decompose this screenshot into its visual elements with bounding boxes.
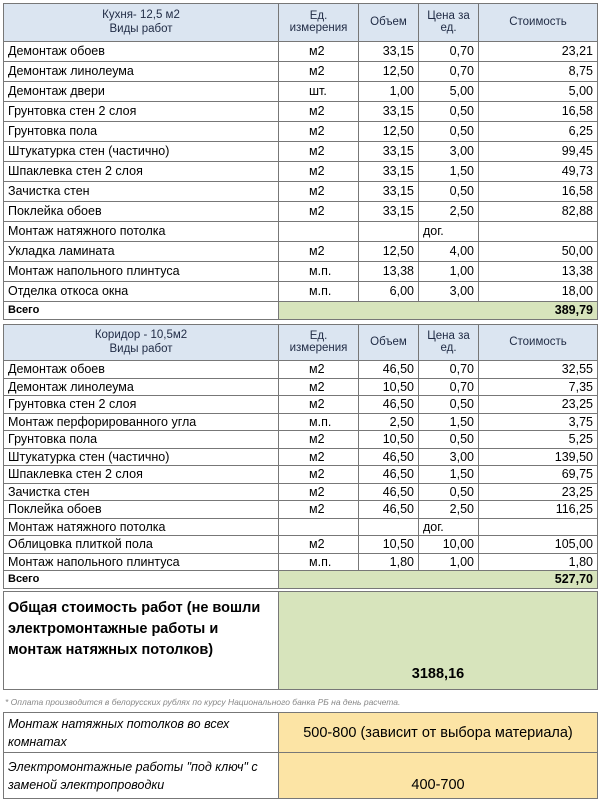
corridor-col-price: Цена за ед.: [419, 325, 479, 361]
price-cell: 3,00: [419, 142, 479, 162]
corridor-col-unit: Ед. измерения: [279, 325, 359, 361]
summary-table: [3, 591, 598, 690]
unit-cell: [279, 518, 359, 536]
unit-cell: м2: [279, 396, 359, 414]
volume-cell: [359, 222, 419, 242]
cost-cell: 139,50: [479, 448, 598, 466]
kitchen-header-row: [4, 4, 598, 42]
price-cell: 1,50: [419, 413, 479, 431]
unit-cell: м.п.: [279, 413, 359, 431]
volume-cell: [359, 518, 419, 536]
volume-cell: 46,50: [359, 483, 419, 501]
cost-cell: 49,73: [479, 162, 598, 182]
volume-cell: 33,15: [359, 162, 419, 182]
price-cell: дог.: [419, 518, 479, 536]
volume-cell: 6,00: [359, 282, 419, 302]
cost-cell: 23,21: [479, 42, 598, 62]
cost-cell: 5,25: [479, 431, 598, 449]
volume-cell: 13,38: [359, 262, 419, 282]
work-name-cell: Монтаж перфорированного угла: [4, 413, 279, 431]
kitchen-col-volume: Объем: [359, 4, 419, 42]
summary-value: 3188,16: [279, 592, 598, 690]
cost-cell: 7,35: [479, 378, 598, 396]
work-name-cell: Поклейка обоев: [4, 202, 279, 222]
cost-cell: 13,38: [479, 262, 598, 282]
table-row: [4, 222, 598, 242]
cost-cell: 23,25: [479, 483, 598, 501]
volume-cell: 33,15: [359, 142, 419, 162]
cost-cell: 50,00: [479, 242, 598, 262]
unit-cell: м2: [279, 42, 359, 62]
unit-cell: м2: [279, 162, 359, 182]
table-row: [4, 431, 598, 449]
cost-cell: 16,58: [479, 182, 598, 202]
work-name-cell: Монтаж напольного плинтуса: [4, 553, 279, 571]
kitchen-rows: [4, 42, 598, 302]
corridor-subtitle: Виды работ: [109, 343, 173, 355]
kitchen-subtitle: Виды работ: [109, 23, 173, 35]
work-name-cell: Зачистка стен: [4, 483, 279, 501]
volume-cell: 2,50: [359, 413, 419, 431]
work-name-cell: Укладка ламината: [4, 242, 279, 262]
volume-cell: 46,50: [359, 501, 419, 519]
work-name-cell: Зачистка стен: [4, 182, 279, 202]
table-row: [4, 182, 598, 202]
kitchen-table: [3, 3, 598, 320]
price-cell: 0,50: [419, 396, 479, 414]
cost-cell: [479, 222, 598, 242]
cost-cell: 23,25: [479, 396, 598, 414]
table-row: [4, 378, 598, 396]
work-name-cell: Грунтовка стен 2 слоя: [4, 396, 279, 414]
corridor-title-cell: [4, 325, 279, 361]
volume-cell: 10,50: [359, 378, 419, 396]
price-cell: дог.: [419, 222, 479, 242]
price-cell: 5,00: [419, 82, 479, 102]
corridor-total-row: [4, 571, 598, 589]
work-name-cell: Грунтовка пола: [4, 431, 279, 449]
volume-cell: 46,50: [359, 448, 419, 466]
price-cell: 0,70: [419, 378, 479, 396]
work-name-cell: Демонтаж двери: [4, 82, 279, 102]
table-row: [4, 242, 598, 262]
unit-cell: м2: [279, 378, 359, 396]
work-name-cell: Облицовка плиткой пола: [4, 536, 279, 554]
unit-cell: м2: [279, 483, 359, 501]
table-row: [4, 553, 598, 571]
extra-row: [4, 713, 598, 753]
price-cell: 0,50: [419, 122, 479, 142]
cost-cell: 99,45: [479, 142, 598, 162]
kitchen-total-label: Всего: [4, 302, 279, 320]
volume-cell: 46,50: [359, 466, 419, 484]
volume-cell: 12,50: [359, 122, 419, 142]
price-cell: 0,50: [419, 431, 479, 449]
volume-cell: 46,50: [359, 396, 419, 414]
unit-cell: м2: [279, 62, 359, 82]
table-row: [4, 102, 598, 122]
volume-cell: 33,15: [359, 202, 419, 222]
cost-cell: [479, 518, 598, 536]
work-name-cell: Штукатурка стен (частично): [4, 448, 279, 466]
cost-cell: 8,75: [479, 62, 598, 82]
extra-label: Электромонтажные работы "под ключ" с заменой электропроводки: [4, 753, 279, 799]
corridor-total-value: 527,70: [279, 571, 598, 589]
unit-cell: м2: [279, 361, 359, 379]
kitchen-total-value: 389,79: [279, 302, 598, 320]
unit-cell: м.п.: [279, 282, 359, 302]
price-cell: 0,50: [419, 102, 479, 122]
corridor-rows: [4, 361, 598, 571]
kitchen-col-cost: Стоимость: [479, 4, 598, 42]
cost-cell: 32,55: [479, 361, 598, 379]
price-cell: 1,00: [419, 262, 479, 282]
cost-cell: 3,75: [479, 413, 598, 431]
corridor-table: [3, 324, 598, 589]
extra-row: [4, 753, 598, 799]
table-row: [4, 122, 598, 142]
cost-cell: 69,75: [479, 466, 598, 484]
kitchen-col-unit: Ед. измерения: [279, 4, 359, 42]
payment-note: * Оплата производится в белорусских рублях по курсу Национального банка РБ на день расчета.: [5, 697, 401, 707]
work-name-cell: Штукатурка стен (частично): [4, 142, 279, 162]
table-row: [4, 42, 598, 62]
price-cell: 0,50: [419, 182, 479, 202]
unit-cell: м.п.: [279, 553, 359, 571]
corridor-title: Коридор - 10,5м2: [94, 328, 188, 341]
table-row: [4, 82, 598, 102]
cost-cell: 105,00: [479, 536, 598, 554]
table-row: [4, 62, 598, 82]
table-row: [4, 536, 598, 554]
cost-cell: 6,25: [479, 122, 598, 142]
unit-cell: м2: [279, 501, 359, 519]
unit-cell: м2: [279, 536, 359, 554]
cost-cell: 16,58: [479, 102, 598, 122]
kitchen-col-price: Цена за ед.: [419, 4, 479, 42]
volume-cell: 46,50: [359, 361, 419, 379]
unit-cell: [279, 222, 359, 242]
table-row: [4, 202, 598, 222]
extra-value: 500-800 (зависит от выбора материала): [279, 713, 598, 753]
corridor-col-cost: Стоимость: [479, 325, 598, 361]
price-cell: 2,50: [419, 501, 479, 519]
price-cell: 2,50: [419, 202, 479, 222]
unit-cell: м2: [279, 242, 359, 262]
cost-cell: 1,80: [479, 553, 598, 571]
kitchen-title: Кухня- 12,5 м2: [102, 8, 180, 21]
price-cell: 4,00: [419, 242, 479, 262]
volume-cell: 1,00: [359, 82, 419, 102]
volume-cell: 1,80: [359, 553, 419, 571]
table-row: [4, 466, 598, 484]
table-row: [4, 262, 598, 282]
unit-cell: м.п.: [279, 262, 359, 282]
work-name-cell: Демонтаж линолеума: [4, 62, 279, 82]
work-name-cell: Грунтовка стен 2 слоя: [4, 102, 279, 122]
work-name-cell: Грунтовка пола: [4, 122, 279, 142]
corridor-header-row: [4, 325, 598, 361]
table-row: [4, 483, 598, 501]
volume-cell: 33,15: [359, 42, 419, 62]
table-row: [4, 518, 598, 536]
cost-cell: 5,00: [479, 82, 598, 102]
table-row: [4, 501, 598, 519]
extras-table: [3, 712, 598, 799]
summary-label: Общая стоимость работ (не вошли электромонтажные работы и монтаж натяжных потолков): [4, 592, 279, 690]
unit-cell: шт.: [279, 82, 359, 102]
price-cell: 0,70: [419, 361, 479, 379]
work-name-cell: Шпаклевка стен 2 слоя: [4, 162, 279, 182]
price-cell: 10,00: [419, 536, 479, 554]
extra-label: Монтаж натяжных потолков во всех комнатах: [4, 713, 279, 753]
unit-cell: м2: [279, 448, 359, 466]
price-cell: 0,50: [419, 483, 479, 501]
work-name-cell: Демонтаж линолеума: [4, 378, 279, 396]
unit-cell: м2: [279, 202, 359, 222]
kitchen-title-cell: [4, 4, 279, 42]
summary-row: [4, 592, 598, 690]
price-cell: 3,00: [419, 448, 479, 466]
volume-cell: 12,50: [359, 242, 419, 262]
cost-cell: 18,00: [479, 282, 598, 302]
volume-cell: 10,50: [359, 536, 419, 554]
volume-cell: 10,50: [359, 431, 419, 449]
volume-cell: 33,15: [359, 102, 419, 122]
work-name-cell: Поклейка обоев: [4, 501, 279, 519]
corridor-col-volume: Объем: [359, 325, 419, 361]
work-name-cell: Монтаж натяжного потолка: [4, 222, 279, 242]
work-name-cell: Отделка откоса окна: [4, 282, 279, 302]
volume-cell: 12,50: [359, 62, 419, 82]
price-cell: 1,50: [419, 162, 479, 182]
extra-value: 400-700: [279, 753, 598, 799]
work-name-cell: Монтаж натяжного потолка: [4, 518, 279, 536]
price-cell: 0,70: [419, 62, 479, 82]
cost-cell: 82,88: [479, 202, 598, 222]
table-row: [4, 413, 598, 431]
table-row: [4, 282, 598, 302]
table-row: [4, 396, 598, 414]
price-cell: 0,70: [419, 42, 479, 62]
work-name-cell: Демонтаж обоев: [4, 42, 279, 62]
corridor-total-label: Всего: [4, 571, 279, 589]
volume-cell: 33,15: [359, 182, 419, 202]
unit-cell: м2: [279, 122, 359, 142]
work-name-cell: Демонтаж обоев: [4, 361, 279, 379]
price-cell: 3,00: [419, 282, 479, 302]
unit-cell: м2: [279, 142, 359, 162]
unit-cell: м2: [279, 431, 359, 449]
price-cell: 1,50: [419, 466, 479, 484]
unit-cell: м2: [279, 182, 359, 202]
work-name-cell: Шпаклевка стен 2 слоя: [4, 466, 279, 484]
price-cell: 1,00: [419, 553, 479, 571]
kitchen-total-row: [4, 302, 598, 320]
table-row: [4, 361, 598, 379]
table-row: [4, 448, 598, 466]
table-row: [4, 162, 598, 182]
work-name-cell: Монтаж напольного плинтуса: [4, 262, 279, 282]
cost-cell: 116,25: [479, 501, 598, 519]
unit-cell: м2: [279, 102, 359, 122]
unit-cell: м2: [279, 466, 359, 484]
table-row: [4, 142, 598, 162]
